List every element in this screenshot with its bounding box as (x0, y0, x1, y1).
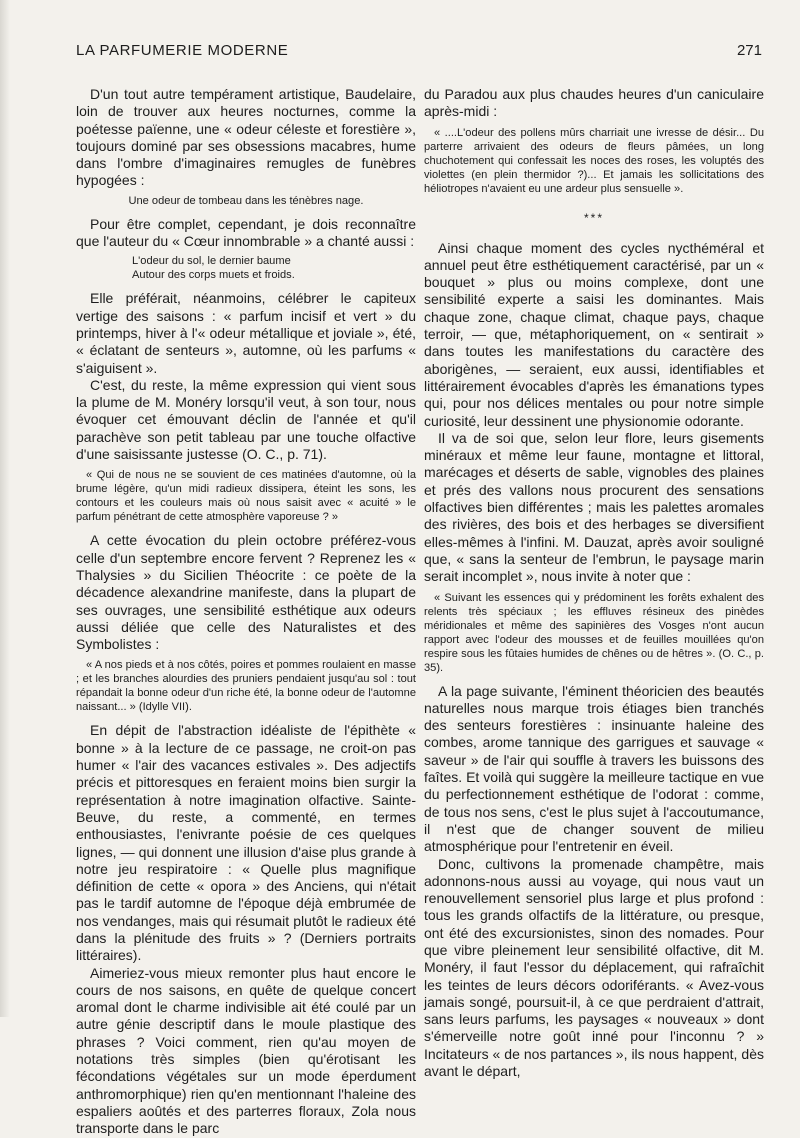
paragraph: du Paradou aux plus chaudes heures d'un caniculaire après-midi : (424, 86, 764, 120)
block-quote: « ....L'odeur des pollens mûrs charriait une ivresse de désir... Du parterre arrivaient des odeurs de fleurs pâmées, un long chuchotement qui confessait les noces des roses, les voluptés des violettes (en plein thermidor ?)... Et jamais les sollicitations des héliotropes n'avaient eu une ardeur plus sensuelle ». (424, 126, 764, 195)
paragraph: A cette évocation du plein octobre préférez-vous celle d'un septembre encore fervent ? Reprenez les « Thalysies » du Sicilien Théocrite : ce poète de la décadence alexandrine manifeste, dans la plupart de ses ouvrages, une sensibilité esthétique aux odeurs aussi déliée que celle des Naturalistes et des Symbolistes : (76, 532, 416, 653)
block-quote: « Qui de nous ne se souvient de ces matinées d'automne, où la brume légère, qu'un midi radieux dissipera, éteint les sons, les contours et les couleurs mais où nous saisit avec « acuité » le parfum pénétrant de cette atmosphère vaporeuse ? » (76, 469, 416, 524)
running-header (76, 42, 762, 62)
paragraph: C'est, du reste, la même expression qui vient sous la plume de M. Monéry lorsqu'il veut, à son tour, nous évoquer cet émouvant déclin de l'année et qu'il parachève son petit tableau par une touche olfactive d'une saisissante justesse (O. C., p. 71). (76, 376, 416, 463)
asterism: *** (583, 210, 604, 225)
verse-line: Une odeur de tombeau dans les ténèbres nage. (128, 194, 364, 207)
section-separator (424, 212, 764, 224)
block-quote: « A nos pieds et à nos côtés, poires et pommes roulaient en masse ; et les branches alourdies des pruniers pendaient jusqu'au sol : tout répandait la bonne odeur d'un riche été, la bonne odeur de l'automne naissant... » (Idylle VII). (76, 659, 416, 714)
verse-quote (76, 254, 416, 282)
paragraph: Aimeriez-vous mieux remonter plus haut encore le cours de nos saisons, en quête de quelque concert aromal dont le charme indivisible ait été coulé par un autre génie descriptif dans le moule plastique des phrases ? Voici comment, rien qu'au moyen de notations très simples (bien qu'érotisant les fécondations végétales sur un mode éperdument anthromorphique) rien qu'en mentionnant l'haleine des espaliers aoûtés et des parterres floraux, Zola nous transporte dans le parc (76, 964, 416, 1137)
block-quote: « Suivant les essences qui y prédominent les forêts exhalent des relents très spéciaux ; les effluves résineux des pinèdes méridionales et même des sapinières des Vosges n'ont aucun rapport avec l'odeur des mousses et de feuilles mouillées qu'on respire sous les fûtaies humides de chênes ou de hêtres ». (O. C., p. 35). (424, 591, 764, 674)
paragraph: Ainsi chaque moment des cycles nycthéméral et annuel peut être esthétiquement caractérisé, par un « bouquet » plus ou moins complexe, dont une sensibilité experte a saisi les dominantes. Mais chaque zone, chaque climat, chaque pays, chaque terroir, — que, métaphoriquement, on « sentirait » dans toutes les manifestations du caractère des aborigènes, — seraient, eux aussi, identifiables et littérairement évocables d'après les émanations types qui, pour nos délices mentales ou pour notre simple curiosité, leur dessinent une physionomie odorante. (424, 239, 764, 429)
verse-quote (76, 194, 416, 208)
right-column (424, 86, 764, 1080)
paragraph: Elle préférait, néanmoins, célébrer le capiteux vertige des saisons : « parfum incisif et vert » du printemps, hiver à l'« odeur métallique et joviale », été, « éclatant de senteurs », automne, où les parfums « s'aiguisent ». (76, 290, 416, 376)
paragraph: Donc, cultivons la promenade champêtre, mais adonnons-nous aussi au voyage, qui nous vaut un renouvellement sensoriel plus large et plus profond : tous les grands olfactifs de la littérature, ou presque, ont été des excursionistes, sinon des nomades. Pour que vibre pleinement leur sensibilité olfactive, dit M. Monéry, il faut l'essor du déplacement, qui rafraîchit les teintes de leurs décors odoriférants. « Avez-vous jamais songé, poursuit-il, à ce que perdraient d'attrait, sans leurs parfums, les paysages « nouveaux » dont s'émerveille notre goût inné pour l'inconnu ? » Incitateurs « de nos partances », ils nous happent, dès avant le départ, (424, 855, 764, 1080)
paragraph: Pour être complet, cependant, je dois reconnaître que l'auteur du « Cœur innombrable » a chanté aussi : (76, 215, 416, 250)
paragraph: Il va de soi que, selon leur flore, leurs gisements minéraux et même leur faune, montagne et littoral, marécages et déserts de sable, vignobles des plaines et prés des vallons nous procurent des sensations olfactives bien différentes ; mais les palettes aromales des rivières, des bois et des herbages se diversifient elles-mêmes à l'infini. M. Dauzat, après avoir souligné que, « sans la senteur de l'embrun, le paysage marin serait incomplet », nous invite à noter que : (424, 429, 764, 585)
paragraph: A la page suivante, l'éminent théoricien des beautés naturelles nous marque trois étiages bien tranchés des senteurs forestières : insinuante haleine des combes, arome tannique des garrigues et sauvage « saveur » de l'air qui souffle à travers les buissons des faîtes. Et voilà qui suggère la meilleure tactique en vue du perfectionnement esthétique de l'odorat : comme, de tous nos sens, c'est le plus sujet à l'accoutumance, il n'est que de changer souvent de milieu atmosphérique pour l'entretenir en éveil. (424, 682, 764, 855)
paragraph: D'un tout autre tempérament artistique, Baudelaire, loin de trouver aux heures nocturnes, comme la poétesse païenne, une « odeur céleste et forestière », toujours dominé par ses obsessions macabres, hume dans l'ombre d'imaginaires remugles de funèbres hypogées : (76, 86, 416, 189)
verse-line: Autour des corps muets et froids. (132, 269, 295, 282)
verse-line: L'odeur du sol, le dernier baume (132, 255, 291, 268)
running-title: LA PARFUMERIE MODERNE (76, 42, 289, 59)
scan-edge-shadow (0, 0, 10, 1017)
page-number: 271 (736, 42, 762, 59)
left-column (76, 86, 416, 1138)
paragraph: En dépit de l'abstraction idéaliste de l'épithète « bonne » à la lecture de ce passage, ne croit-on pas humer « l'air des vacances estivales ». Des adjectifs précis et pittoresques en feraient moins bien surgir la représentation à notre imagination olfactive. Sainte-Beuve, du reste, a commenté, en termes enthousiastes, l'enivrante poésie de ces quelques lignes, — qui donnent une illusion d'aise plus grande à notre jeu respiratoire : « Quelle plus magnifique définition de cette « opora » des Anciens, qui n'était pas le tardif automne de l'époque déjà embrumée de nos vendanges, mais qui résumait plutôt le radieux été dans la plénitude des fruits » ? (Derniers portraits littéraires). (76, 722, 416, 964)
